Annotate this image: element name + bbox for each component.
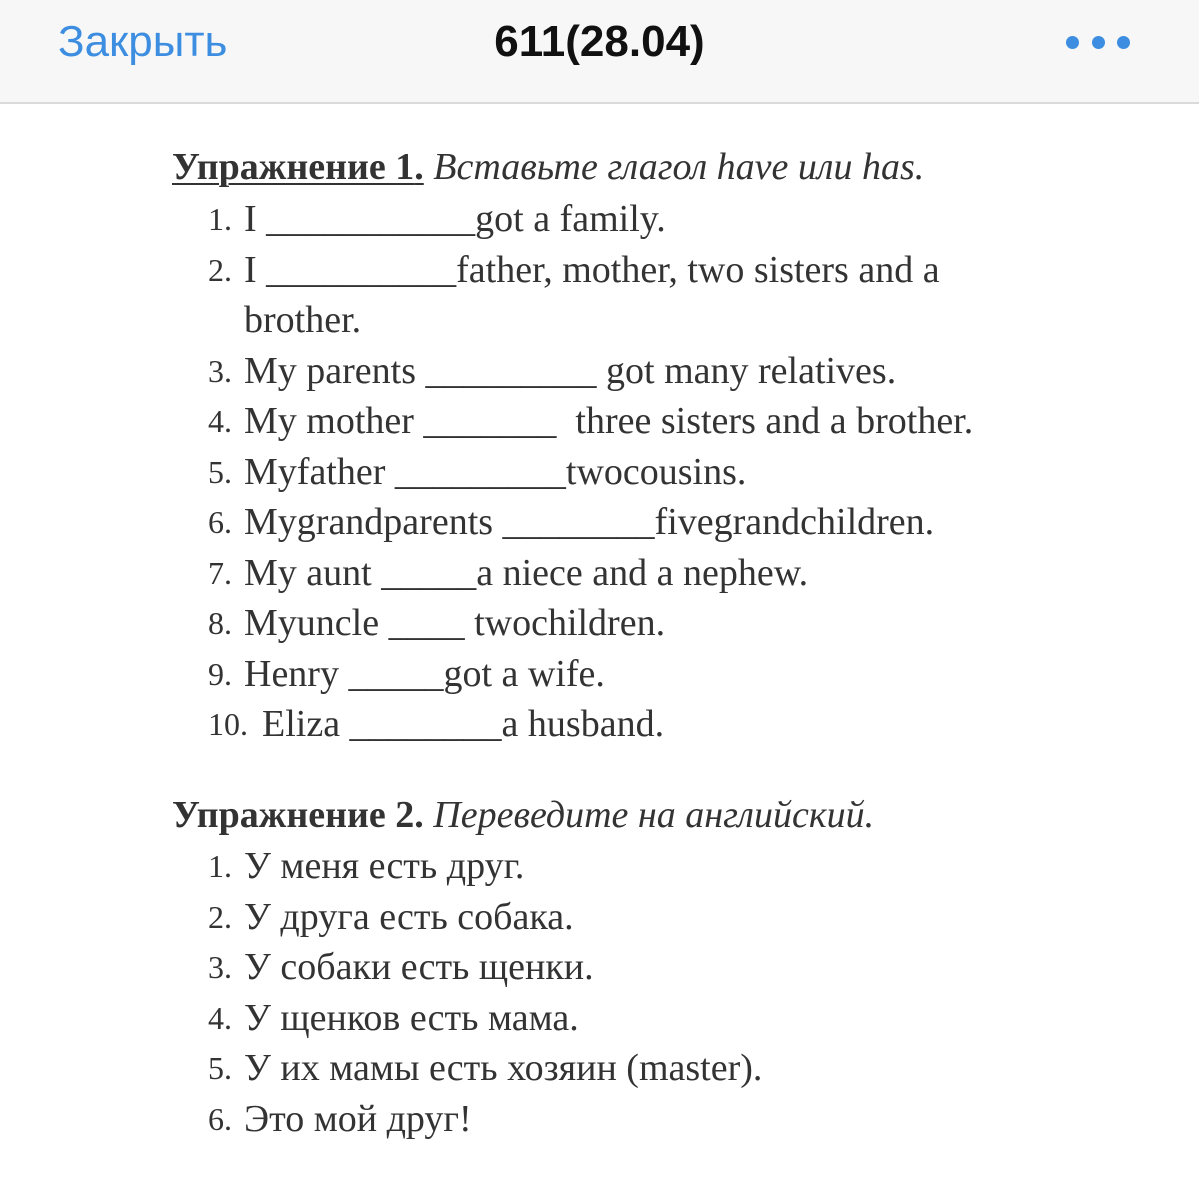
item-text: У щенков есть мама. [244,996,579,1039]
item-number: 2. [208,251,232,288]
list-item [172,942,1032,993]
item-text: I __________father, mother, two sisters and a brother. [244,248,950,341]
dot-icon [1066,36,1079,49]
list-item [172,497,1032,548]
list-item [172,993,1032,1044]
item-number: 6. [208,504,232,540]
list-item [172,346,1032,397]
item-number: 8. [208,605,232,641]
item-text: Mygrandparents ________fivegrandchildren. [244,501,935,543]
exercise-1-label: Упражнение 1 [172,146,415,188]
item-text: У собаки есть щенки. [244,946,594,988]
exercise-1-instruction: Вставьте глагол have или has. [423,146,925,188]
item-text: Это мой друг! [244,1097,472,1140]
more-options-icon[interactable] [1066,32,1130,52]
list-item [172,245,1032,346]
list-item [172,841,1032,892]
exercise-1-heading [172,142,924,192]
list-item [172,1043,1032,1094]
list-item [172,892,1032,943]
list-item [172,548,1032,599]
item-text: У меня есть друг. [244,845,525,887]
item-number: 5. [208,1050,232,1086]
item-number: 4. [208,403,232,439]
item-number: 1. [208,848,232,884]
item-text: Myfather _________twocousins. [244,450,747,493]
list-item [172,598,1032,649]
item-number: 6. [208,1100,232,1137]
item-text: Henry _____got a wife. [244,652,605,695]
item-text: I ___________got a family. [244,198,666,240]
item-text: My aunt _____a niece and a nephew. [244,551,809,594]
exercise-1-list [172,194,1032,750]
item-number: 3. [208,352,232,389]
item-text: My parents _________ got many relatives. [244,349,897,392]
item-text: My mother _______ three sisters and a brother. [244,400,974,442]
exercise-2-label: Упражнение 2. [172,794,424,836]
list-item [172,447,1032,498]
item-number: 4. [208,999,232,1036]
exercise-1-punct: . [414,146,424,188]
item-number: 9. [208,655,232,692]
dot-icon [1092,36,1105,49]
item-text: У их мамы есть хозяин (master). [244,1047,763,1089]
item-number: 10. [208,706,248,742]
item-number: 5. [208,453,232,490]
exercise-2-list [172,841,1032,1144]
document-page [0,104,1199,1200]
item-number: 7. [208,554,232,591]
exercise-2-heading [172,790,874,840]
item-number: 2. [208,898,232,935]
list-item [172,194,1032,245]
item-number: 3. [208,949,232,985]
list-item [172,396,1032,447]
list-item [172,649,1032,700]
list-item [172,699,1032,750]
list-item [172,1094,1032,1145]
close-button[interactable]: Закрыть [58,17,228,66]
item-text: Eliza ________a husband. [262,703,665,745]
document-title: 611(28.04) [494,17,705,66]
dot-icon [1117,36,1130,49]
item-text: У друга есть собака. [244,895,574,938]
navigation-bar [0,0,1199,104]
exercise-2-instruction: Переведите на английский. [423,794,875,836]
item-text: Myuncle ____ twochildren. [244,602,666,644]
item-number: 1. [208,201,232,237]
